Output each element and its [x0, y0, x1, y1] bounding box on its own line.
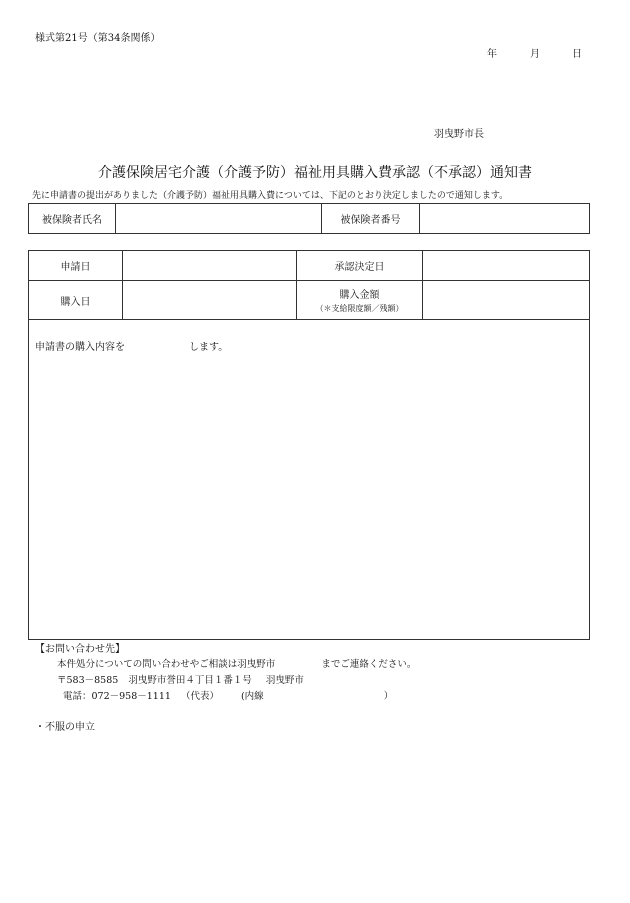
inquiry-text-a: 本件処分についての問い合わせやご相談は羽曳野市	[57, 659, 276, 670]
insured-number-label: 被保険者番号	[322, 204, 420, 234]
purchase-date-label: 購入日	[29, 281, 123, 320]
decision-date-label: 承認決定日	[297, 251, 423, 281]
postal-code: 〒583－8585	[57, 675, 119, 686]
application-date-label: 申請日	[29, 251, 123, 281]
decision-content-cell	[29, 320, 590, 640]
objection-heading: ・不服の申立	[35, 722, 95, 733]
insured-number-value	[420, 204, 590, 234]
amount-label-cell	[297, 281, 423, 320]
address: 羽曳野市誉田４丁目１番１号	[128, 675, 252, 686]
detail-table	[28, 250, 590, 640]
phone-number: 電話：072－958－1111	[63, 691, 171, 702]
extension-open: (内線	[240, 691, 264, 702]
amount-label: 購入金額	[339, 290, 380, 301]
phone-line	[63, 688, 393, 702]
insured-table	[28, 203, 590, 234]
application-date-value	[123, 251, 297, 281]
insured-name-label: 被保険者氏名	[29, 204, 116, 234]
extension-close: ）	[383, 691, 394, 702]
address-line	[57, 672, 304, 686]
inquiry-text-b: までご連絡ください。	[321, 659, 417, 670]
inquiry-heading: 【お問い合わせ先】	[35, 644, 125, 655]
form-number: 様式第21号（第34条関係）	[35, 33, 161, 44]
insured-name-value	[116, 204, 322, 234]
date-year-label: 年	[487, 49, 497, 60]
city-name: 羽曳野市	[265, 675, 304, 686]
amount-note: （＊支給限度額／残額）	[315, 304, 404, 313]
decision-date-value	[423, 251, 590, 281]
phone-rep: （代表）	[180, 691, 219, 702]
intro-text: 先に申請書の提出がありました（介護予防）福祉用具購入費については、下記のとおり決定しましたので通知します。	[32, 191, 509, 201]
issuer-name: 羽曳野市長	[434, 129, 484, 140]
document-title: 介護保険居宅介護（介護予防）福祉用具購入費承認（不承認）通知書	[98, 165, 532, 181]
amount-value	[423, 281, 590, 320]
content-suffix: します。	[189, 342, 229, 353]
content-prefix: 申請書の購入内容を	[35, 342, 125, 353]
date-day-label: 日	[572, 49, 582, 60]
date-month-label: 月	[530, 49, 540, 60]
purchase-date-value	[123, 281, 297, 320]
inquiry-line	[57, 656, 416, 670]
